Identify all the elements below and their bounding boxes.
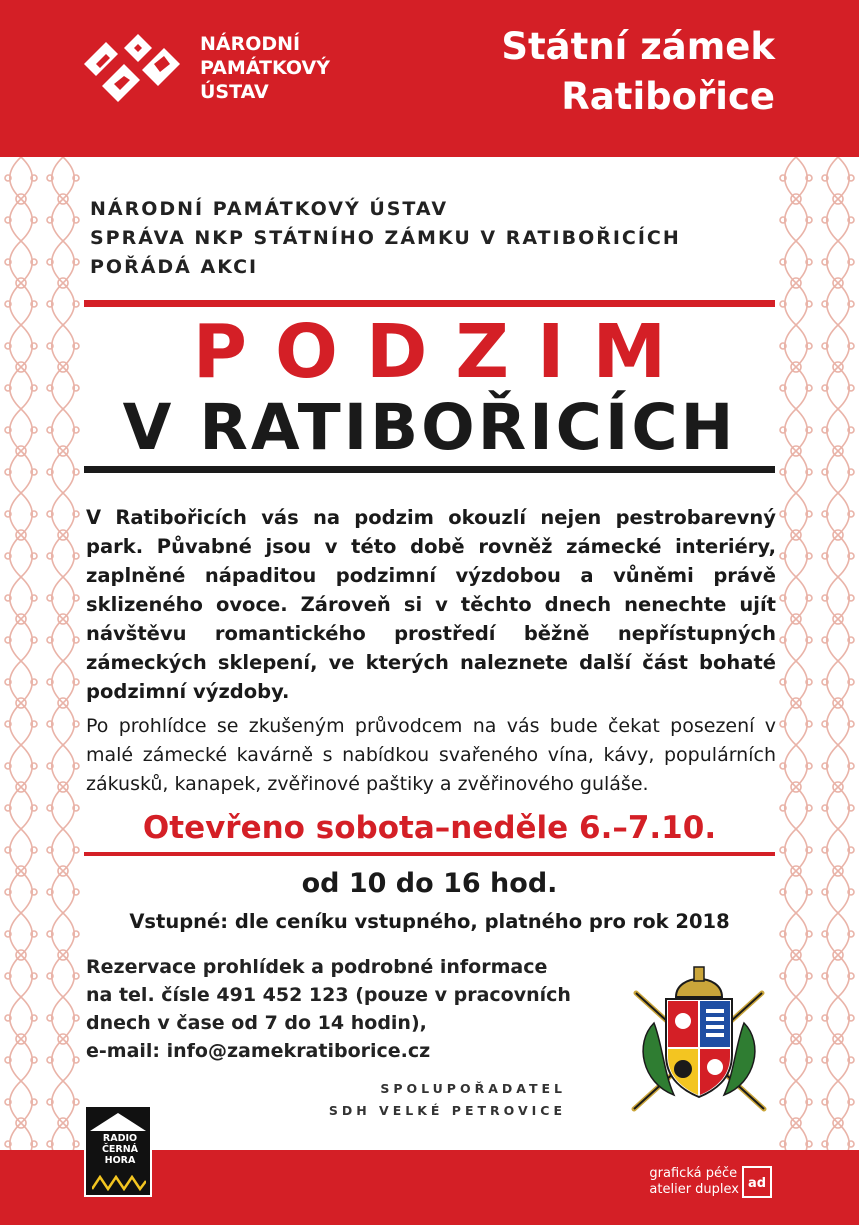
castle-title bbox=[501, 22, 775, 122]
npu-org-name bbox=[200, 32, 330, 104]
admission-info: Vstupné: dle ceníku vstupného, platného pro rok 2018 bbox=[129, 910, 730, 933]
organizer-line: POŘÁDÁ AKCI bbox=[90, 256, 259, 278]
opening-hours: od 10 do 16 hod. bbox=[301, 868, 558, 899]
credit-line: grafická péče bbox=[649, 1166, 738, 1181]
contact-line: na tel. čísle 491 452 123 (pouze v pracovních bbox=[86, 984, 571, 1006]
org-name-line: NÁRODNÍ bbox=[200, 33, 301, 55]
co-organizer bbox=[290, 1078, 566, 1122]
contact-line: dnech v čase od 7 do 14 hodin), bbox=[86, 1012, 427, 1034]
radio-cerna-hora-logo bbox=[84, 1105, 152, 1197]
header-bar bbox=[0, 0, 859, 157]
org-name-line: ÚSTAV bbox=[200, 81, 269, 103]
event-title-main: PODZIM bbox=[192, 309, 695, 395]
fire-brigade-crest-icon bbox=[624, 963, 774, 1115]
atelier-duplex-logo-icon bbox=[742, 1166, 772, 1198]
roof-icon bbox=[86, 1107, 150, 1133]
co-organizer-name: SDH VELKÉ PETROVICE bbox=[328, 1103, 566, 1118]
contact-line: Rezervace prohlídek a podrobné informace bbox=[86, 956, 548, 978]
radio-logo-line: ČERNÁ bbox=[101, 1144, 139, 1155]
wave-icon bbox=[92, 1175, 146, 1191]
ornament-border-right bbox=[775, 157, 859, 1150]
ornament-border-left bbox=[0, 157, 84, 1150]
credit-line: atelier duplex bbox=[649, 1182, 739, 1197]
radio-logo-line: RADIO bbox=[102, 1133, 138, 1144]
npu-logo-icon bbox=[76, 34, 182, 106]
duplex-mark-text: ad bbox=[747, 1176, 767, 1192]
opening-days: Otevřeno sobota–neděle 6.–7.10. bbox=[142, 810, 717, 846]
radio-logo-line: HORA bbox=[104, 1155, 136, 1166]
contact-email[interactable]: e-mail: info@zamekratiborice.cz bbox=[86, 1040, 431, 1062]
title-top-rule bbox=[84, 300, 775, 307]
org-name-line: PAMÁTKOVÝ bbox=[200, 57, 330, 79]
contact-block bbox=[86, 953, 571, 1065]
details-paragraph: Po prohlídce se zkušeným průvodcem na vás bude čekat posezení v malé zámecké kavárně s nabídkou svařeného vína, kávy, populárních zákusků, kanapek, zvěřinové paštiky a zvěřinového guláše. bbox=[86, 715, 776, 795]
organizer-line: SPRÁVA NKP STÁTNÍHO ZÁMKU V RATIBOŘICÍCH bbox=[90, 227, 681, 249]
castle-title-line: Státní zámek bbox=[501, 25, 775, 68]
title-bottom-rule bbox=[84, 466, 775, 473]
castle-title-line: Ratibořice bbox=[561, 75, 775, 118]
design-credit bbox=[649, 1166, 739, 1198]
intro-paragraph: V Ratibořicích vás na podzim okouzlí nejen pestrobarevný park. Půvabné jsou v této době rovněž zámecké interiéry, zaplněné nápaditou podzimní výzdobou a vůněmi právě sklizeného ovoce. Zároveň si v těchto dnech nenechte ujít návštěvu romantického prostředí běžně nepřístupných zámeckých sklepení, ve kterých naleznete další část bohaté podzimní výzdoby. bbox=[86, 506, 776, 703]
radio-logo-text bbox=[90, 1133, 150, 1166]
co-organizer-label: SPOLUPOŘADATEL bbox=[380, 1081, 566, 1096]
event-title-sub: V RATIBOŘICÍCH bbox=[122, 391, 737, 464]
opening-rule bbox=[84, 852, 775, 856]
organizers-block bbox=[90, 195, 681, 282]
organizer-line: NÁRODNÍ PAMÁTKOVÝ ÚSTAV bbox=[90, 198, 449, 220]
